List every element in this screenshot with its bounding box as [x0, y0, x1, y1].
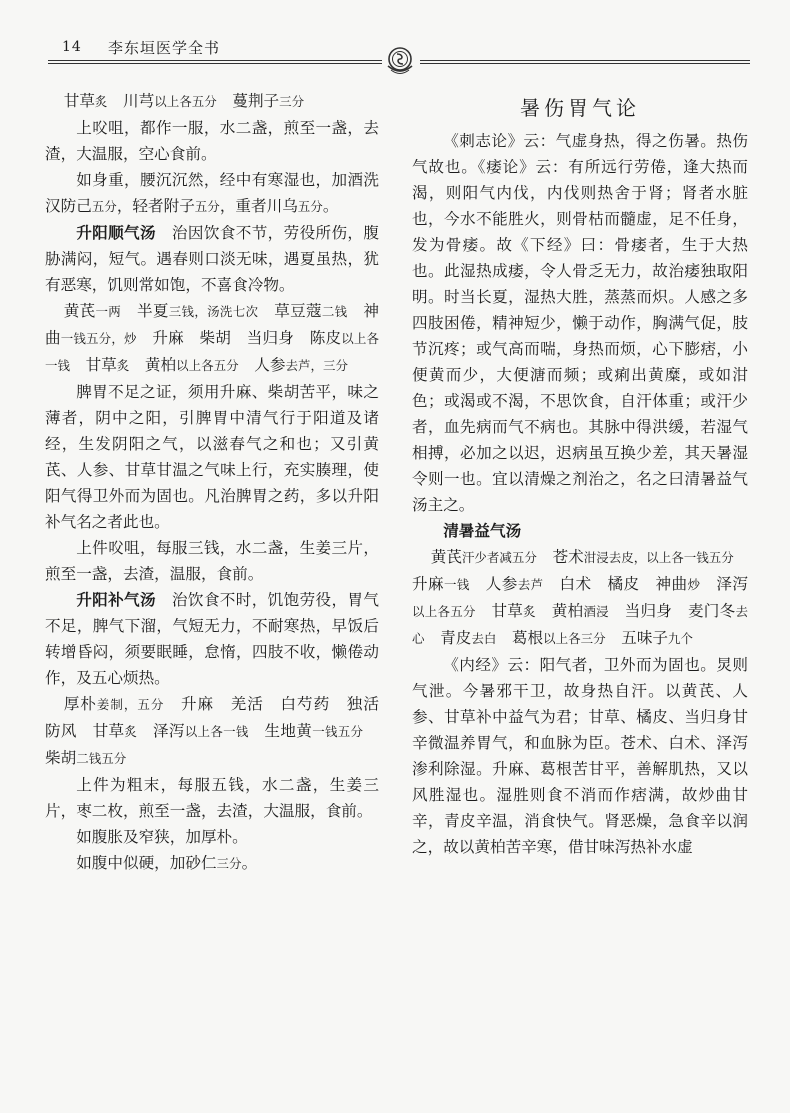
text-segment: 青皮	[424, 629, 472, 647]
publisher-emblem-icon	[383, 44, 417, 78]
dosage-note: 二钱五分	[76, 751, 127, 766]
text-segment: 川芎	[107, 92, 155, 110]
herb-list	[45, 691, 395, 772]
dosage-note: 三分	[279, 94, 305, 109]
text-segment: 黄柏	[535, 602, 584, 620]
text-segment: 人参	[238, 356, 286, 374]
book-title: 李东垣医学全书	[108, 39, 221, 57]
dosage-note: 去芦，三分	[285, 358, 348, 373]
dosage-note: 二钱	[321, 304, 348, 319]
dosage-note: 炙	[94, 94, 108, 109]
text-segment: 升麻 羌活 白芍药 独活 防风 甘草	[45, 695, 395, 740]
formula-name: 清暑益气汤	[443, 522, 522, 540]
text-segment: 柴胡	[45, 722, 379, 767]
text-segment: 蔓荆子	[216, 92, 280, 110]
paragraph	[412, 518, 748, 544]
header-rule-right	[420, 60, 750, 64]
dosage-note: 泔浸去皮，以上各一钱五分	[583, 550, 734, 565]
dosage-note: 炙	[523, 604, 536, 619]
herb-list	[45, 88, 379, 115]
dosage-note: 去芦	[517, 577, 544, 592]
text-segment: 如腹中似硬，加砂仁	[76, 854, 217, 872]
text-segment: 黄柏	[129, 356, 177, 374]
text-segment: 苍术	[536, 548, 584, 566]
herb-list	[412, 544, 748, 652]
formula-name: 升阳顺气汤	[76, 224, 156, 242]
paragraph: 如腹胀及窄狭，加厚朴。	[76, 828, 248, 846]
dosage-note: 姜制，五分	[96, 697, 165, 712]
dosage-note: 以上各一钱	[45, 331, 379, 373]
page-number: 14	[62, 39, 82, 55]
text-segment: 。	[241, 854, 258, 872]
text-segment: 当归身 麦门冬	[608, 602, 736, 620]
text-segment: 厚朴	[63, 695, 97, 713]
dosage-note: 一钱	[443, 577, 470, 592]
text-segment: 黄芪	[430, 548, 462, 566]
page-header	[40, 33, 752, 73]
text-segment: ，轻者附子	[116, 197, 195, 215]
paragraph: 脾胃不足之证，须用升麻、柴胡苦平，味之薄者，阴中之阳，引脾胃中清气行于阳道及诸经，生发阴阳之气，以滋春气之和也；又引黄芪、人参、甘草甘温之气味上行，充实腠理，使阳气得卫外而为固也。凡治脾胃之药，多以升阳补气名之者此也。	[45, 383, 379, 531]
formula-description: 治因饮食不节，劳役所伤，腹胁满闷，短气。遇春则口淡无味，遇夏虽热，犹有恶寒，饥则常如饱，不喜食冷物。	[45, 224, 379, 294]
paragraph: 上件㕮咀，每服三钱，水二盏，生姜三片，煎至一盏，去渣，温服，食前。	[45, 539, 379, 583]
text-segment: 升麻 柴胡 当归身 陈皮	[136, 329, 342, 347]
text-segment: 泽泻	[700, 575, 748, 593]
dosage-note: 去心	[412, 604, 748, 646]
text-segment: 。	[322, 197, 339, 215]
dosage-note: 五分	[91, 199, 117, 214]
herb-list	[45, 298, 379, 379]
header-rule-left	[48, 60, 382, 64]
dosage-note: 一两	[95, 304, 122, 319]
text-segment: 升麻	[412, 548, 750, 593]
dosage-note: 以上各五分	[176, 358, 239, 373]
dosage-note: 三钱，汤洗七次	[168, 304, 259, 319]
left-column	[45, 88, 395, 877]
text-segment: 黄芪	[63, 302, 96, 320]
right-column	[412, 88, 748, 860]
text-segment: 白术 橘皮 神曲	[543, 575, 688, 593]
dosage-note: 以上各五分	[154, 94, 217, 109]
dosage-note: 五分	[194, 199, 220, 214]
dosage-note: 去白	[471, 631, 497, 646]
text-segment: 甘草	[63, 92, 95, 110]
text-segment: 甘草	[70, 356, 117, 374]
dosage-note: 酒浸	[583, 604, 609, 619]
dosage-note: 一钱五分，炒	[60, 331, 137, 346]
text-segment: 半夏	[121, 302, 169, 320]
text-segment: 甘草	[475, 602, 524, 620]
dosage-note: 以上各三分	[543, 631, 606, 646]
dosage-note: 炙	[124, 724, 138, 739]
paragraph: 《刺志论》云：气虚身热，得之伤暑。热伤气故也。《痿论》云：有所远行劳倦，逢大热而渴，则阳气内伐，内伐则热舍于肾；肾者水脏也，今水不能胜火，则骨枯而髓虚，足不任身，发为骨痿。故《下经》曰：骨痿者，生于大热也。此湿热成痿，令人骨乏无力，故治痿独取阳明。时当长夏，湿热大胜，蒸蒸而炽。人感之多四肢困倦，精神短少，懒于动作，胸满气促，肢节沉疼；或气高而喘，身热而烦，心下膨痞，小便黄而少，大便溏而频；或痢出黄糜，或如泔色；或渴或不渴，不思饮食，自汗体重；或汗少者，血先病而气不病也。其脉中得洪缓，若湿气相搏，必加之以迟，迟病虽互换少差，其天暑湿令则一也。宜以清燥之剂治之，名之曰清暑益气汤主之。	[412, 132, 748, 514]
text-segment: 如身重，腰沉沉然，经中有寒湿也，加酒洗汉防己	[45, 171, 379, 215]
dosage-note: 九个	[668, 631, 694, 646]
paragraph: 上件为粗末，每服五钱，水二盏，生姜三片，枣二枚，煎至一盏，去渣，大温服，食前。	[45, 776, 379, 820]
formula-name: 升阳补气汤	[76, 591, 156, 609]
dosage-note: 三分	[216, 856, 242, 871]
paragraph	[45, 850, 379, 877]
text-segment: ，重者川乌	[219, 197, 298, 215]
dosage-note: 以上各五分	[412, 604, 476, 619]
text-segment: 生地黄	[248, 722, 313, 740]
dosage-note: 以上各一钱	[184, 724, 249, 739]
paragraph	[45, 220, 379, 298]
dosage-note: 汗少者减五分	[461, 550, 537, 565]
dosage-note: 炙	[116, 358, 130, 373]
paragraph: 《内经》云：阳气者，卫外而为固也。炅则气泄。今暑邪干卫，故身热自汗。以黄芪、人参、甘草补中益气为君；甘草、橘皮、当归身甘辛微温养胃气，和血脉为臣。苍术、白术、泽泻渗利除湿。升麻、葛根苦甘平，善解肌热，又以风胜湿也。湿胜则食不消而作痞满，故炒曲甘辛，青皮辛温，消食快气。肾恶燥，急食辛以润之，故以黄柏苦辛寒，借甘味泻热补水虚	[412, 656, 748, 856]
text-segment: 五味子	[605, 629, 669, 647]
formula-description: 治饮食不时，饥饱劳役，胃气不足，脾气下溜，气短无力，不耐寒热，早饭后转增昏闷，须要眠睡，怠惰，四肢不收，懒倦动作，及五心烦热。	[45, 591, 379, 687]
dosage-note: 炒	[687, 577, 701, 592]
text-segment: 神曲	[45, 302, 379, 347]
text-segment: 泽泻	[137, 722, 185, 740]
dosage-note: 一钱五分	[312, 724, 364, 739]
text-segment: 草豆蔻	[258, 302, 322, 320]
paragraph	[45, 167, 379, 220]
paragraph	[45, 587, 379, 691]
section-title: 暑伤胃气论	[520, 96, 640, 120]
text-segment: 人参	[469, 575, 518, 593]
paragraph: 上㕮咀，都作一服，水二盏，煎至一盏，去渣，大温服，空心食前。	[45, 119, 379, 163]
text-segment: 葛根	[496, 629, 544, 647]
dosage-note: 五分	[297, 199, 323, 214]
